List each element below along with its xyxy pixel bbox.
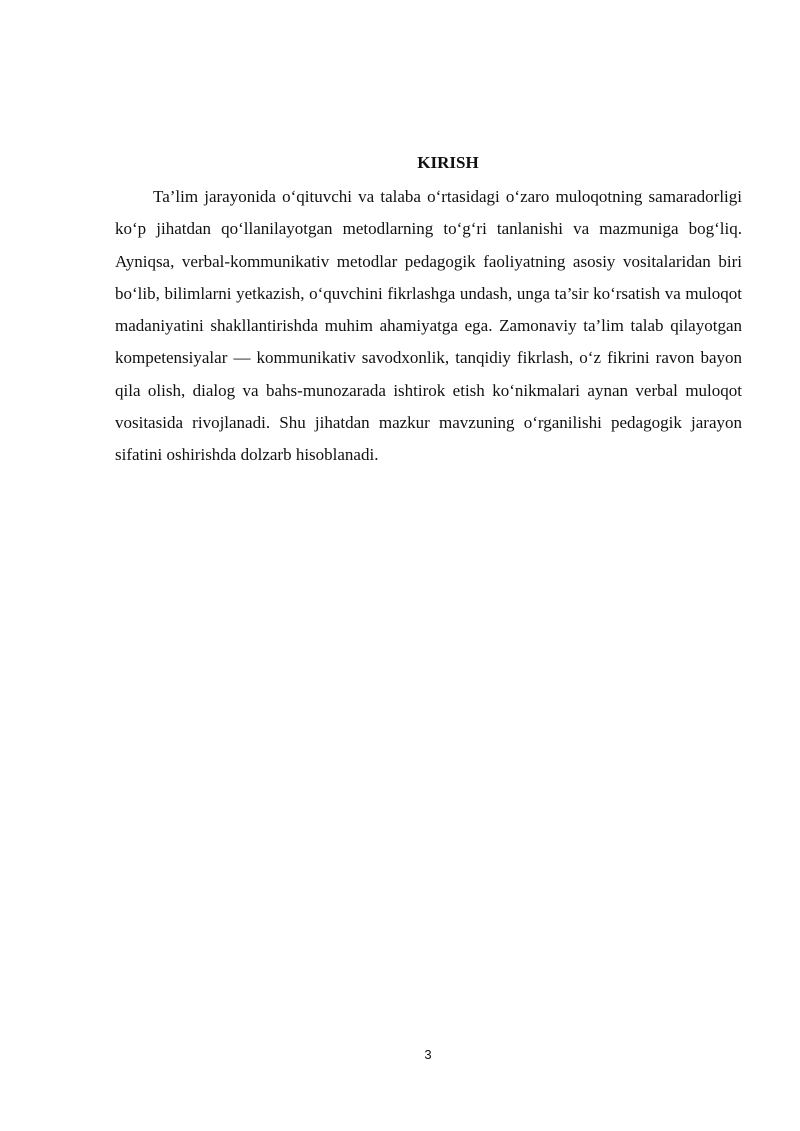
body-paragraph: Ta’lim jarayonida o‘qituvchi va talaba o‘rtasidagi o‘zaro muloqotning samaradorligi ko‘p jihatdan qo‘llanilayotgan metodlarning to‘g‘ri tanlanishi va mazmuniga bog‘liq. Ayniqsa, verbal-kommunikativ metodlar pedagogik faoliyatning asosiy vositalaridan biri bo‘lib, bilimlarni yetkazish, o‘quvchini fikrlashga undash, unga ta’sir ko‘rsatish va muloqot madaniyatini shakllantirishda muhim ahamiyatga ega. Zamonaviy ta’lim talab qilayotgan kompetensiyalar — kommunikativ savodxonlik, tanqidiy fikrlash, o‘z fikrini ravon bayon qila olish, dialog va bahs-munozarada ishtirok etish ko‘nikmalari aynan verbal muloqot vositasida rivojlanadi. Shu jihatdan mazkur mavzuning o‘rganilishi pedagogik jarayon sifatini oshirishda dolzarb hisoblanadi. bbox=[115, 187, 742, 465]
section-heading: KIRISH bbox=[417, 153, 479, 172]
page-number: 3 bbox=[424, 1047, 432, 1062]
